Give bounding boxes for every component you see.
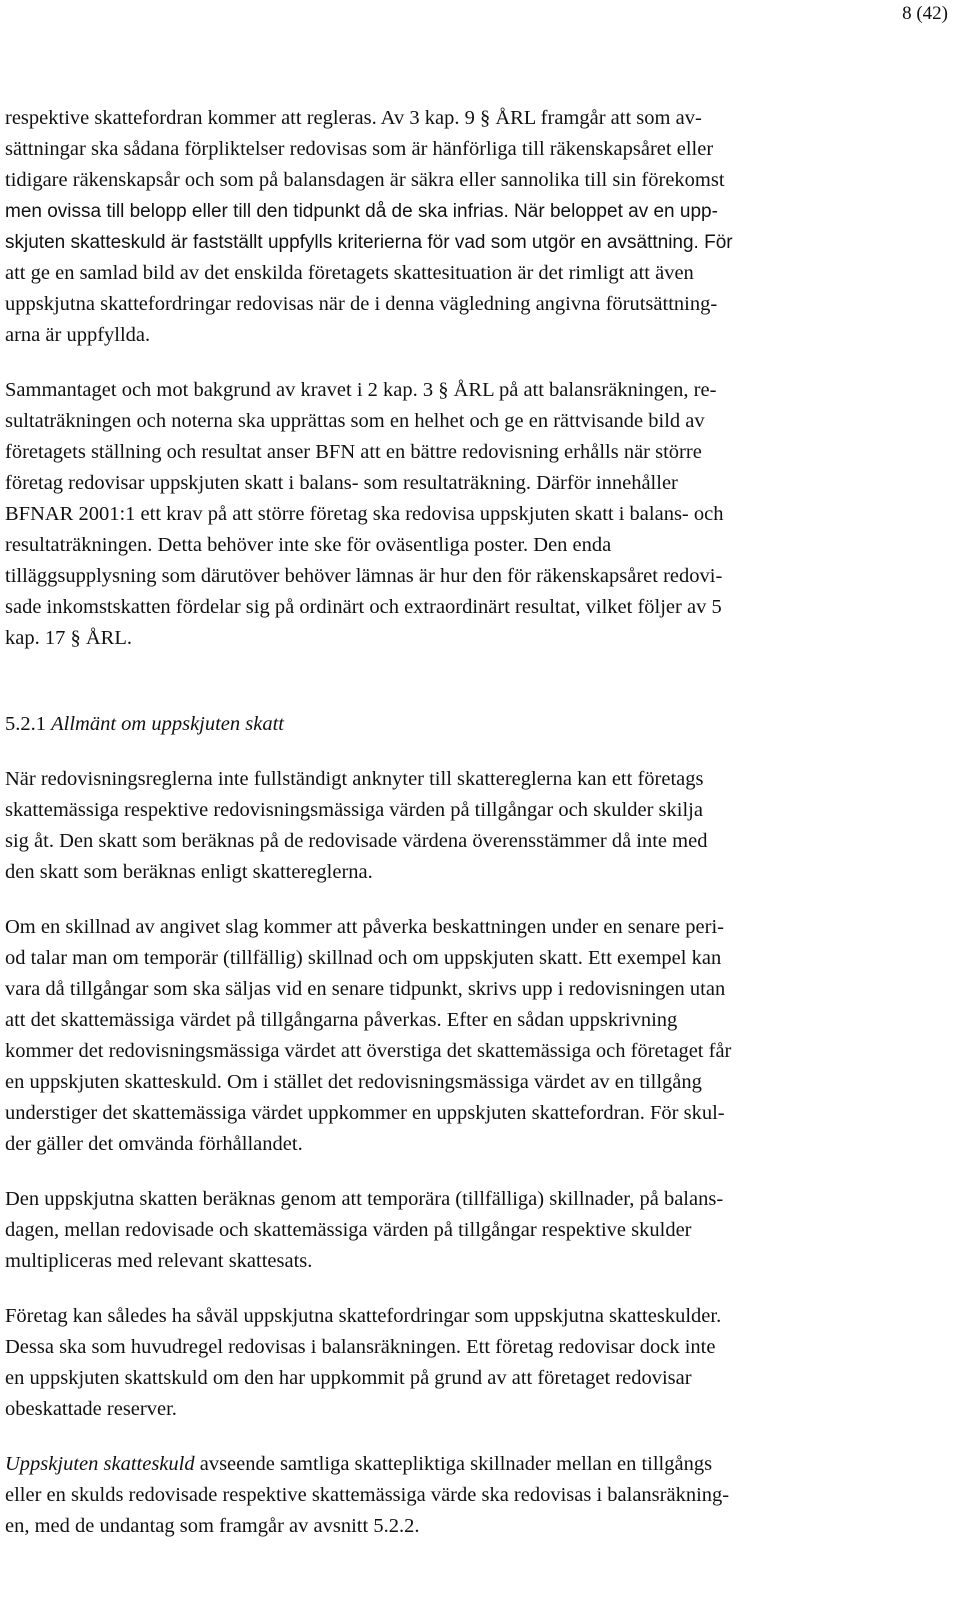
paragraph xyxy=(5,912,940,1160)
text-line: men ovissa till belopp eller till den tidpunkt då de ska infrias. När beloppet av en upp- xyxy=(5,201,718,222)
text-line: der gäller det omvända förhållandet. xyxy=(5,1133,303,1155)
text-line: understiger det skattemässiga värdet uppkommer en uppskjuten skattefordran. För skul- xyxy=(5,1102,725,1124)
text-line: multipliceras med relevant skattesats. xyxy=(5,1250,313,1272)
text-line: Företag kan således ha såväl uppskjutna skattefordringar som uppskjutna skatteskulder. xyxy=(5,1305,722,1327)
text-line: företagets ställning och resultat anser BFN att en bättre redovisning erhålls när större xyxy=(5,441,702,463)
text-line: respektive skattefordran kommer att regleras. Av 3 kap. 9 § ÅRL framgår att som av- xyxy=(5,107,702,129)
text-line: skattemässiga respektive redovisningsmässiga värden på tillgångar och skulder skilja xyxy=(5,799,703,821)
text-line: företag redovisar uppskjuten skatt i balans- som resultaträkning. Därför innehåller xyxy=(5,472,678,494)
paragraph xyxy=(5,103,940,351)
text-line: sättningar ska sådana förpliktelser redovisas som är hänförliga till räkenskapsåret eller xyxy=(5,138,714,160)
text-line: obeskattade reserver. xyxy=(5,1398,177,1420)
paragraph xyxy=(5,1449,940,1542)
text-line: en uppskjuten skattskuld om den har uppkommit på grund av att företaget redovisar xyxy=(5,1367,692,1389)
text-fragment: avseende samtliga skattepliktiga skillnader mellan en tillgångs xyxy=(194,1453,713,1475)
text-line: skjuten skatteskuld är fastställt uppfylls kriterierna för vad som utgör en avsättning. För xyxy=(5,232,733,253)
text-line: sade inkomstskatten fördelar sig på ordinärt och extraordinärt resultat, vilket följer av 5 xyxy=(5,596,722,618)
text-line xyxy=(5,1449,940,1480)
text-line: resultaträkningen. Detta behöver inte ske för oväsentliga poster. Den enda xyxy=(5,534,612,556)
text-line: od talar man om temporär (tillfällig) skillnad och om uppskjuten skatt. Ett exempel kan xyxy=(5,947,722,969)
text-line: att det skattemässiga värdet på tillgångarna påverkas. Efter en sådan uppskrivning xyxy=(5,1009,678,1031)
text-line: arna är uppfyllda. xyxy=(5,324,151,346)
text-line: dagen, mellan redovisade och skattemässiga värden på tillgångar respektive skulder xyxy=(5,1219,692,1241)
paragraph xyxy=(5,764,940,888)
paragraph xyxy=(5,375,940,654)
text-line: tilläggsupplysning som därutöver behöver lämnas är hur den för räkenskapsåret redovi- xyxy=(5,565,723,587)
text-line: en uppskjuten skatteskuld. Om i stället det redovisningsmässiga värdet av en tillgång xyxy=(5,1071,702,1093)
text-line: Om en skillnad av angivet slag kommer att påverka beskattningen under en senare peri- xyxy=(5,916,724,938)
text-line: eller en skulds redovisade respektive skattemässiga värde ska redovisas i balansräkning- xyxy=(5,1484,730,1506)
page-number: 8 (42) xyxy=(902,3,948,24)
text-line: vara då tillgångar som ska säljas vid en senare tidpunkt, skrivs upp i redovisningen utan xyxy=(5,978,726,1000)
text-line: tidigare räkenskapsår och som på balansdagen är säkra eller sannolika till sin förekomst xyxy=(5,169,725,191)
paragraph xyxy=(5,1184,940,1277)
section-number: 5.2.1 xyxy=(5,713,46,735)
document-body xyxy=(5,103,940,1542)
text-line: sultaträkningen och noterna ska upprättas som en helhet och ge en rättvisande bild av xyxy=(5,410,705,432)
text-line: kap. 17 § ÅRL. xyxy=(5,627,132,649)
text-line: BFNAR 2001:1 ett krav på att större företag ska redovisa uppskjuten skatt i balans- och xyxy=(5,503,724,525)
text-line: den skatt som beräknas enligt skattereglerna. xyxy=(5,861,373,883)
section-heading xyxy=(5,709,940,740)
text-line: en, med de undantag som framgår av avsnitt 5.2.2. xyxy=(5,1515,420,1537)
text-line: kommer det redovisningsmässiga värdet att överstiga det skattemässiga och företaget får xyxy=(5,1040,732,1062)
text-line: När redovisningsreglerna inte fullständigt anknyter till skattereglerna kan ett företags xyxy=(5,768,704,790)
defined-term: Uppskjuten skatteskuld xyxy=(5,1453,195,1475)
text-line: att ge en samlad bild av det enskilda företagets skattesituation är det rimligt att även xyxy=(5,262,694,284)
text-line: Dessa ska som huvudregel redovisas i balansräkningen. Ett företag redovisar dock inte xyxy=(5,1336,716,1358)
text-line: sig åt. Den skatt som beräknas på de redovisade värdena överensstämmer då inte med xyxy=(5,830,708,852)
section-title: Allmänt om uppskjuten skatt xyxy=(51,713,285,735)
text-line: Den uppskjutna skatten beräknas genom att temporära (tillfälliga) skillnader, på balans- xyxy=(5,1188,724,1210)
text-line: Sammantaget och mot bakgrund av kravet i 2 kap. 3 § ÅRL på att balansräkningen, re- xyxy=(5,379,717,401)
text-line: uppskjutna skattefordringar redovisas när de i denna vägledning angivna förutsättning- xyxy=(5,293,718,315)
paragraph xyxy=(5,1301,940,1425)
